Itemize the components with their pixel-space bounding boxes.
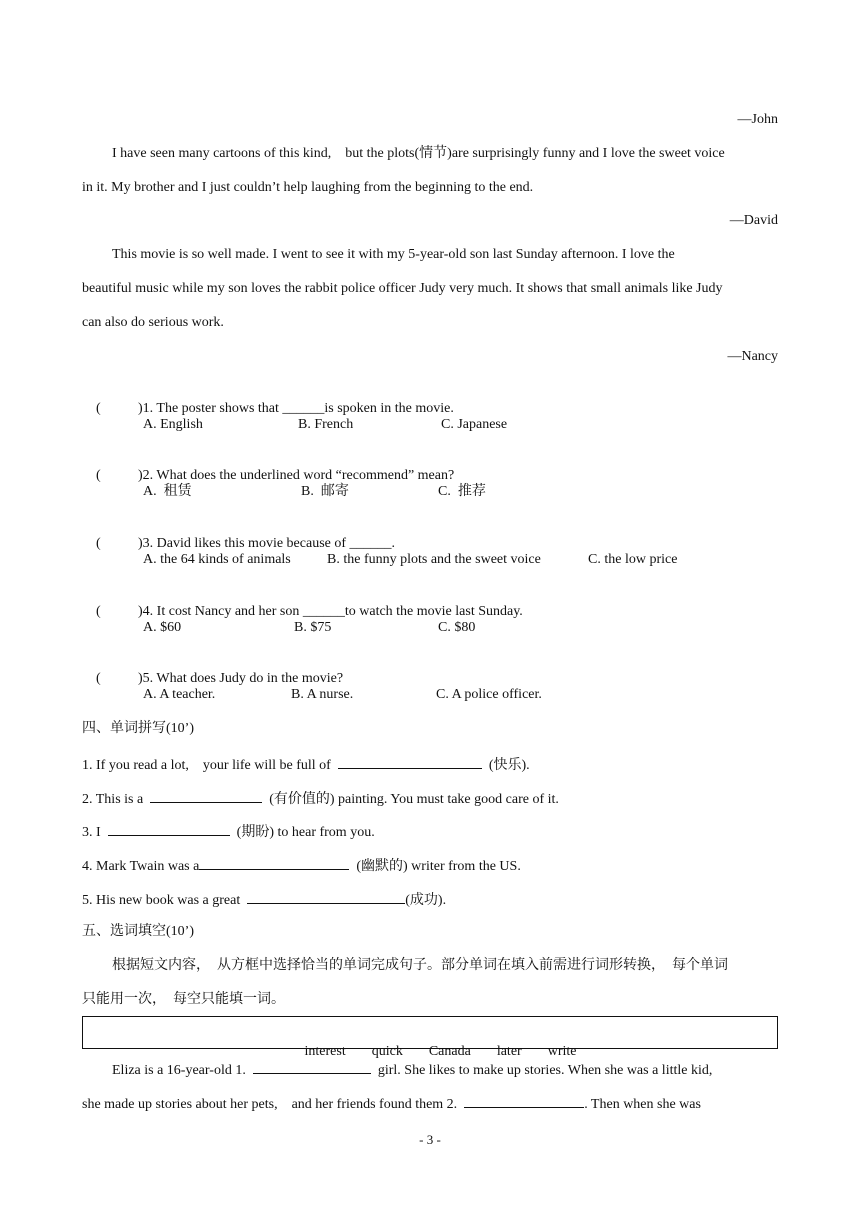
- q4-option-a: A. $60: [143, 620, 182, 635]
- nancy-review-line-1: This movie is so well made. I went to see it with my 5-year-old son last Sunday afternoon. I love the: [112, 247, 675, 262]
- answer-bracket-close: ): [138, 671, 143, 686]
- spelling-item-3-hint: (期盼) to hear from you.: [229, 825, 375, 840]
- section-4-title: 四、单词拼写(10’): [82, 721, 194, 736]
- answer-bracket-open: (: [96, 604, 101, 619]
- spelling-item-4: [82, 855, 521, 876]
- nancy-review-line-3: can also do serious work.: [82, 315, 224, 330]
- david-review-line-1: I have seen many cartoons of this kind, but the plots(情节)are surprisingly funny and I love the sweet voice: [112, 146, 725, 161]
- answer-blank[interactable]: [247, 889, 405, 904]
- spelling-item-2-hint: (有价值的) painting. You must take good care of it.: [262, 792, 559, 807]
- answer-blank[interactable]: [464, 1093, 584, 1108]
- q4-option-c: C. $80: [438, 620, 476, 635]
- passage-line-2-rest: . Then when she was: [584, 1097, 701, 1112]
- answer-bracket-open: (: [96, 401, 101, 416]
- spelling-item-5: [82, 889, 446, 910]
- q2-option-c: C. 推荐: [438, 484, 486, 499]
- answer-bracket-open: (: [96, 671, 101, 686]
- question-4-stem: 4. It cost Nancy and her son ______to watch the movie last Sunday.: [142, 604, 523, 619]
- question-2-stem: 2. What does the underlined word “recommend” mean?: [142, 468, 455, 483]
- word-bank-item: Canada: [428, 1044, 471, 1059]
- question-1: [82, 382, 454, 436]
- answer-bracket-open: (: [96, 536, 101, 551]
- spelling-item-1: [82, 754, 530, 775]
- q1-option-a: A. English: [143, 417, 203, 432]
- word-bank-item: later: [496, 1044, 522, 1059]
- spelling-item-1-hint: (快乐).: [481, 758, 530, 773]
- answer-blank[interactable]: [253, 1059, 371, 1074]
- question-2: [82, 449, 454, 503]
- q5-option-a: A. A teacher.: [143, 687, 216, 702]
- word-bank-item: quick: [371, 1044, 403, 1059]
- q1-option-c: C. Japanese: [441, 417, 508, 432]
- section-5-title: 五、选词填空(10’): [82, 924, 194, 939]
- nancy-signature: —Nancy: [727, 349, 778, 364]
- q1-option-b: B. French: [298, 417, 354, 432]
- passage-line-2: [82, 1093, 701, 1114]
- q2-option-b: B. 邮寄: [301, 484, 349, 499]
- section-5-instruction-1: 根据短文内容， 从方框中选择恰当的单词完成句子。部分单词在填入前需进行词形转换， 每个单词: [112, 958, 728, 973]
- q3-option-c: C. the low price: [588, 552, 678, 567]
- q5-option-c: C. A police officer.: [436, 687, 542, 702]
- answer-blank[interactable]: [150, 788, 262, 803]
- question-5-stem: 5. What does Judy do in the movie?: [142, 671, 344, 686]
- john-signature: —John: [737, 112, 778, 127]
- answer-bracket-close: ): [138, 468, 143, 483]
- q2-option-a: A. 租赁: [143, 484, 192, 499]
- answer-blank[interactable]: [199, 855, 349, 870]
- answer-blank[interactable]: [108, 821, 230, 836]
- answer-bracket-close: ): [138, 401, 143, 416]
- q3-option-b: B. the funny plots and the sweet voice: [327, 552, 541, 567]
- page-number: - 3 -: [419, 1132, 441, 1147]
- spelling-item-5-text: 5. His new book was a great: [82, 893, 248, 908]
- david-signature: —David: [729, 213, 778, 228]
- nancy-review-line-2: beautiful music while my son loves the rabbit police officer Judy very much. It shows that small animals like Judy: [82, 281, 723, 296]
- answer-blank[interactable]: [338, 754, 482, 769]
- passage-line-1: [112, 1059, 712, 1080]
- spelling-item-4-text: 4. Mark Twain was a: [82, 859, 200, 874]
- question-3-stem: 3. David likes this movie because of ______.: [142, 536, 396, 551]
- spelling-item-5-hint: (成功).: [405, 893, 447, 908]
- question-1-stem: 1. The poster shows that ______is spoken in the movie.: [142, 401, 454, 416]
- answer-bracket-close: ): [138, 536, 143, 551]
- spelling-item-3: [82, 821, 375, 842]
- section-5-instruction-2: 只能用一次， 每空只能填一词。: [82, 992, 285, 1007]
- spelling-item-2-text: 2. This is a: [82, 792, 151, 807]
- david-review-line-2: in it. My brother and I just couldn’t help laughing from the beginning to the end.: [82, 180, 534, 195]
- spelling-item-4-hint: (幽默的) writer from the US.: [349, 859, 521, 874]
- word-bank-item: interest: [304, 1044, 346, 1059]
- passage-line-1-rest: girl. She likes to make up stories. When she was a little kid,: [370, 1063, 713, 1078]
- spelling-item-2: [82, 788, 559, 809]
- q5-option-b: B. A nurse.: [291, 687, 354, 702]
- answer-bracket-open: (: [96, 468, 101, 483]
- passage-line-2-text: she made up stories about her pets, and her friends found them 2.: [82, 1097, 465, 1112]
- spelling-item-1-text: 1. If you read a lot, your life will be full of: [82, 758, 338, 773]
- q3-option-a: A. the 64 kinds of animals: [143, 552, 291, 567]
- passage-line-1-text: Eliza is a 16-year-old 1.: [112, 1063, 253, 1078]
- answer-bracket-close: ): [138, 604, 143, 619]
- word-bank-item: write: [547, 1044, 577, 1059]
- word-bank-box: [82, 1016, 778, 1059]
- spelling-item-3-text: 3. I: [82, 825, 108, 840]
- q4-option-b: B. $75: [294, 620, 332, 635]
